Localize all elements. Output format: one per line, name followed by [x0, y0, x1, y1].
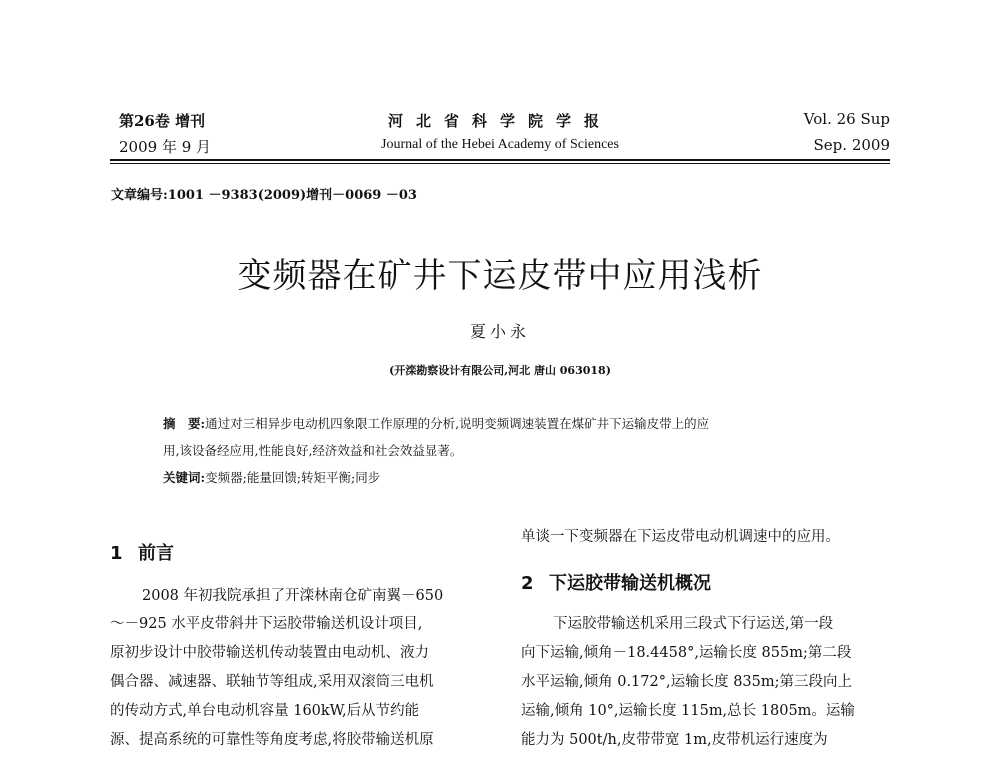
section-2-title: 下运胶带输送机概况	[549, 573, 711, 594]
left-paragraph-line-4: 偶合器、减速器、联轴节等组成,采用双滚筒三电机	[110, 674, 434, 690]
section-1-heading	[110, 539, 174, 565]
abstract-line-2: 用,该设备经应用,性能良好,经济效益和社会效益显著。	[163, 443, 463, 458]
left-paragraph-line-2: ～－925 水平皮带斜井下运胶带输送机设计项目,	[110, 616, 423, 632]
header-rule-thick	[110, 159, 890, 161]
abstract-text-1: 通过对三相异步电动机四象限工作原理的分析,说明变频调速装置在煤矿井下运输皮带上的应	[205, 416, 710, 431]
issue-date-en: Sep. 2009	[813, 136, 890, 154]
journal-title-cn: 河北省科学院学报	[387, 112, 612, 130]
left-paragraph-line-3: 原初步设计中胶带输送机传动装置由电动机、液力	[110, 645, 429, 661]
volume-en: Vol. 26 Sup	[803, 110, 890, 128]
section-1-number: 1	[110, 543, 123, 564]
keywords-label: 关键词:	[163, 470, 206, 485]
article-number: 文章编号:1001 －9383(2009)增刊－0069 －03	[111, 188, 417, 203]
journal-title-en: Journal of the Hebei Academy of Sciences	[381, 137, 619, 152]
section-1-title: 前言	[138, 543, 174, 564]
right-paragraph-line-3: 水平运输,倾角 0.172°,运输长度 835m;第三段向上	[521, 674, 853, 690]
section-2-number: 2	[521, 573, 534, 594]
right-paragraph-line-5: 能力为 500t/h,皮带带宽 1m,皮带机运行速度为	[521, 732, 828, 748]
left-paragraph-line-5: 的传动方式,单台电动机容量 160kW,后从节约能	[110, 703, 420, 719]
paper-title: 变频器在矿井下运皮带中应用浅析	[237, 256, 763, 296]
right-paragraph-line-4: 运输,倾角 10°,运输长度 115m,总长 1805m。运输	[521, 703, 855, 719]
keywords-line	[163, 464, 380, 491]
section-2-heading	[521, 569, 711, 595]
abstract-line-1	[163, 410, 709, 437]
header-rule-thin	[110, 163, 890, 164]
keywords-text: 变频器;能量回馈;转矩平衡;同步	[205, 470, 381, 485]
issue-date-cn: 2009 年 9 月	[119, 138, 212, 156]
volume-label: 第26卷 增刊	[119, 112, 206, 130]
right-paragraph-line-2: 向下运输,倾角－18.4458°,运输长度 855m;第二段	[521, 645, 852, 661]
right-paragraph-line-1: 下运胶带输送机采用三段式下行运送,第一段	[553, 616, 834, 632]
author-affiliation: (开滦勘察设计有限公司,河北 唐山 063018)	[389, 364, 611, 377]
abstract-label: 摘 要:	[163, 416, 206, 431]
author-name: 夏小永	[469, 322, 530, 341]
left-paragraph-line-1: 2008 年初我院承担了开滦林南仓矿南翼－650	[142, 588, 444, 604]
left-paragraph-line-6: 源、提高系统的可靠性等角度考虑,将胶带输送机原	[110, 732, 434, 748]
right-continued-line: 单谈一下变频器在下运皮带电动机调速中的应用。	[521, 529, 840, 545]
